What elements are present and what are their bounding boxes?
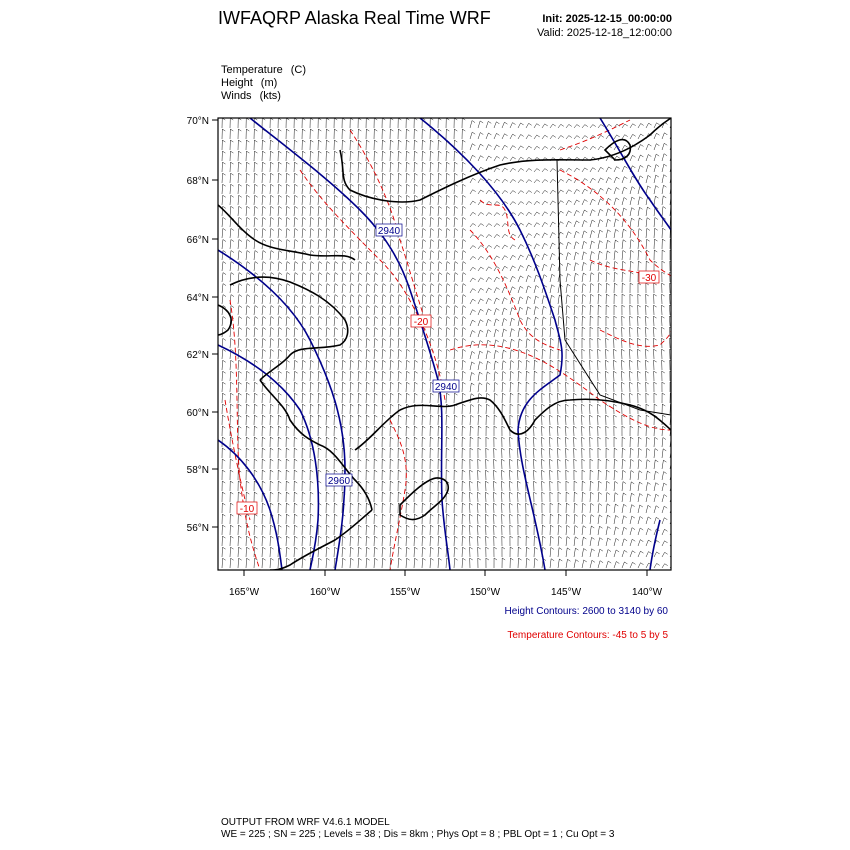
legend-winds-name: Winds	[221, 90, 252, 102]
lat-label: 70°N	[186, 116, 209, 127]
wind-barb-flag	[672, 507, 675, 509]
wind-barb-flag	[673, 564, 676, 566]
lon-label: 145°W	[550, 587, 582, 598]
chart-title: IWFAQRP Alaska Real Time WRF	[218, 8, 491, 28]
lat-label: 62°N	[186, 350, 209, 361]
valid-time: Valid: 2025-12-18_12:00:00	[537, 27, 672, 39]
init-time: Init: 2025-12-15_00:00:00	[542, 13, 672, 25]
legend-height-name: Height	[221, 77, 253, 89]
temperature-contour-label: -20	[413, 317, 429, 328]
lat-label: 64°N	[186, 293, 209, 304]
temperature-contour-label: -10	[239, 504, 255, 515]
map-background	[218, 118, 671, 570]
lon-ticks	[244, 570, 647, 576]
legend-winds-unit: (kts)	[259, 90, 281, 102]
wind-barb-flag	[672, 518, 675, 520]
legend-temperature-unit: (C)	[290, 64, 307, 76]
lon-label: 160°W	[309, 587, 341, 598]
lat-label: 58°N	[186, 465, 209, 476]
height-contour-label: 2940	[377, 226, 401, 237]
wind-barb-flag	[672, 143, 675, 145]
height-contour-label: 2960	[327, 476, 351, 487]
height-contours-note: Height Contours: 2600 to 3140 by 60	[504, 606, 668, 617]
lon-labels	[229, 587, 663, 598]
model-info-line1: OUTPUT FROM WRF V4.6.1 MODEL	[221, 817, 390, 828]
wind-barb-flag	[671, 449, 674, 451]
wind-barb-flag	[672, 122, 675, 124]
lat-label: 56°N	[186, 523, 209, 534]
wind-barb-flag	[673, 541, 676, 543]
wind-barb-flag	[672, 472, 675, 474]
wind-barb-flag	[672, 460, 675, 462]
legend-temperature-name: Temperature	[221, 64, 283, 76]
wind-barb-flag	[672, 483, 675, 485]
wind-barb-flag	[673, 530, 676, 532]
temperature-contours-note: Temperature Contours: -45 to 5 by 5	[507, 630, 668, 641]
lon-label: 140°W	[631, 587, 663, 598]
wind-barb-flag	[672, 164, 675, 166]
wind-barb-flag	[673, 553, 676, 555]
lon-label: 150°W	[469, 587, 501, 598]
model-info-line2: WE = 225 ; SN = 225 ; Levels = 38 ; Dis = 8km ; Phys Opt = 8 ; PBL Opt = 1 ; Cu Opt = 3	[221, 829, 615, 840]
wind-barb-flag	[671, 185, 674, 187]
lat-label: 66°N	[186, 235, 209, 246]
lon-label: 165°W	[228, 587, 260, 598]
lat-label: 68°N	[186, 176, 209, 187]
temperature-contour-label: -30	[641, 273, 657, 284]
wind-barb-flag	[672, 153, 675, 155]
wind-barb-flag	[672, 174, 675, 176]
lat-ticks	[212, 120, 218, 527]
wind-barb-flag	[672, 132, 675, 134]
wind-barb-flag	[672, 495, 675, 497]
lat-labels	[187, 116, 209, 534]
lon-label: 155°W	[389, 587, 421, 598]
height-contour-label: 2940	[434, 382, 458, 393]
legend-height-unit: (m)	[260, 77, 278, 89]
lat-label: 60°N	[186, 408, 209, 419]
